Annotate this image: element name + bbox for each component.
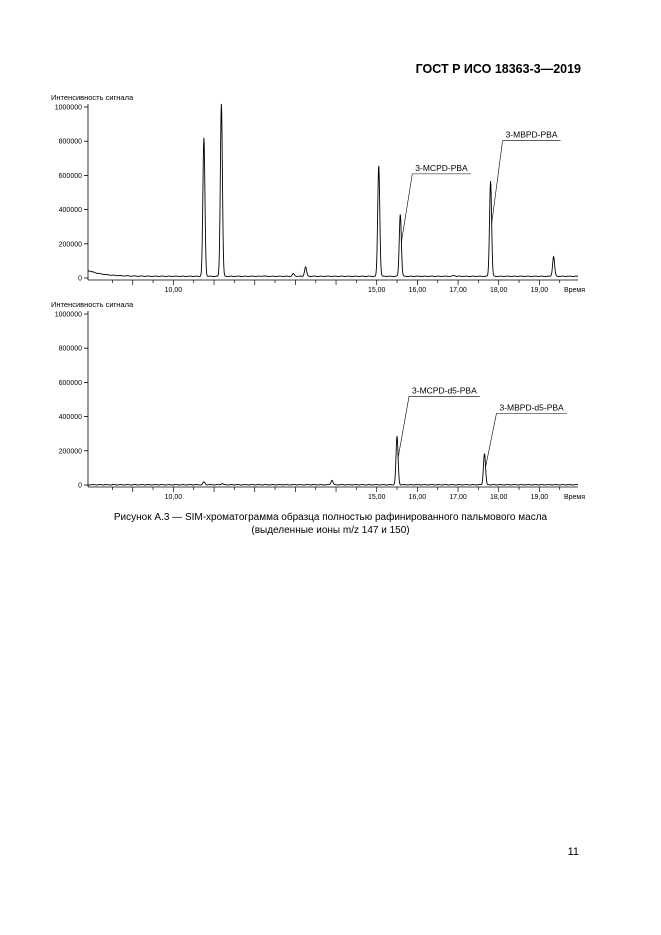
top-ytick-label: 800000	[58, 138, 82, 146]
top-ytick-label: 1000000	[54, 104, 82, 112]
top-signal-trace	[88, 104, 578, 277]
top-xtick-label: 10,00	[164, 287, 183, 294]
top-annotation-leader	[492, 141, 503, 225]
bottom-xtick-label: 15,00	[367, 494, 386, 501]
document-header: ГОСТ Р ИСО 18363-3—2019	[415, 62, 581, 76]
caption-line-2: (выделенные ионы m/z 147 и 150)	[251, 525, 410, 536]
top-xtick-label: 18,00	[489, 287, 508, 294]
bottom-ytick-label: 600000	[58, 379, 82, 387]
figure-caption	[0, 511, 661, 537]
top-annotation-leader	[401, 174, 412, 243]
top-annotation-label: 3-MCPD-PBA	[415, 162, 468, 173]
top-annotation-label: 3-MBPD-PBA	[505, 129, 558, 140]
top-xtick-label: 16,00	[408, 287, 427, 294]
chromatogram-top	[48, 90, 588, 300]
top-ylabel: Интенсивность сигнала	[51, 93, 134, 102]
bottom-xtick-label: 18,00	[489, 494, 508, 501]
caption-line-1: Рисунок А.3 — SIM-хроматограмма образца полностью рафинированного пальмового масла	[113, 512, 548, 523]
bottom-annotation-leader	[398, 396, 409, 458]
bottom-xtick-label: 19,00	[530, 494, 549, 501]
top-xtick-label: 17,00	[449, 287, 467, 294]
bottom-ytick-label: 0	[78, 482, 82, 490]
bottom-annotation-label: 3-MBPD-d5-PBA	[499, 402, 564, 413]
bottom-ytick-label: 400000	[58, 414, 82, 422]
chromatogram-bottom-plot	[48, 297, 588, 507]
bottom-xtick-label: 10,00	[164, 494, 183, 501]
top-ytick-label: 0	[78, 275, 82, 283]
bottom-signal-trace	[88, 436, 578, 485]
top-ytick-label: 400000	[58, 207, 82, 215]
top-xtick-label: 19,00	[530, 287, 549, 294]
page-number: 11	[567, 846, 579, 858]
top-ytick-label: 600000	[58, 172, 82, 180]
bottom-ylabel: Интенсивность сигнала	[51, 300, 134, 309]
bottom-xtick-label: 17,00	[449, 494, 467, 501]
bottom-ytick-label: 1000000	[54, 311, 82, 319]
bottom-ytick-label: 800000	[58, 345, 82, 353]
top-ytick-label: 200000	[58, 241, 82, 249]
top-xtick-label: 15,00	[367, 287, 386, 294]
bottom-ytick-label: 200000	[58, 448, 82, 456]
bottom-xtick-label: 16,00	[408, 494, 427, 501]
bottom-xlabel: Время	[563, 494, 585, 501]
top-xlabel: Время	[563, 287, 585, 294]
bottom-annotation-label: 3-MCPD-d5-PBA	[412, 385, 477, 396]
chromatogram-bottom	[48, 297, 588, 507]
bottom-annotation-leader	[485, 413, 496, 467]
chromatogram-top-plot	[48, 90, 588, 300]
